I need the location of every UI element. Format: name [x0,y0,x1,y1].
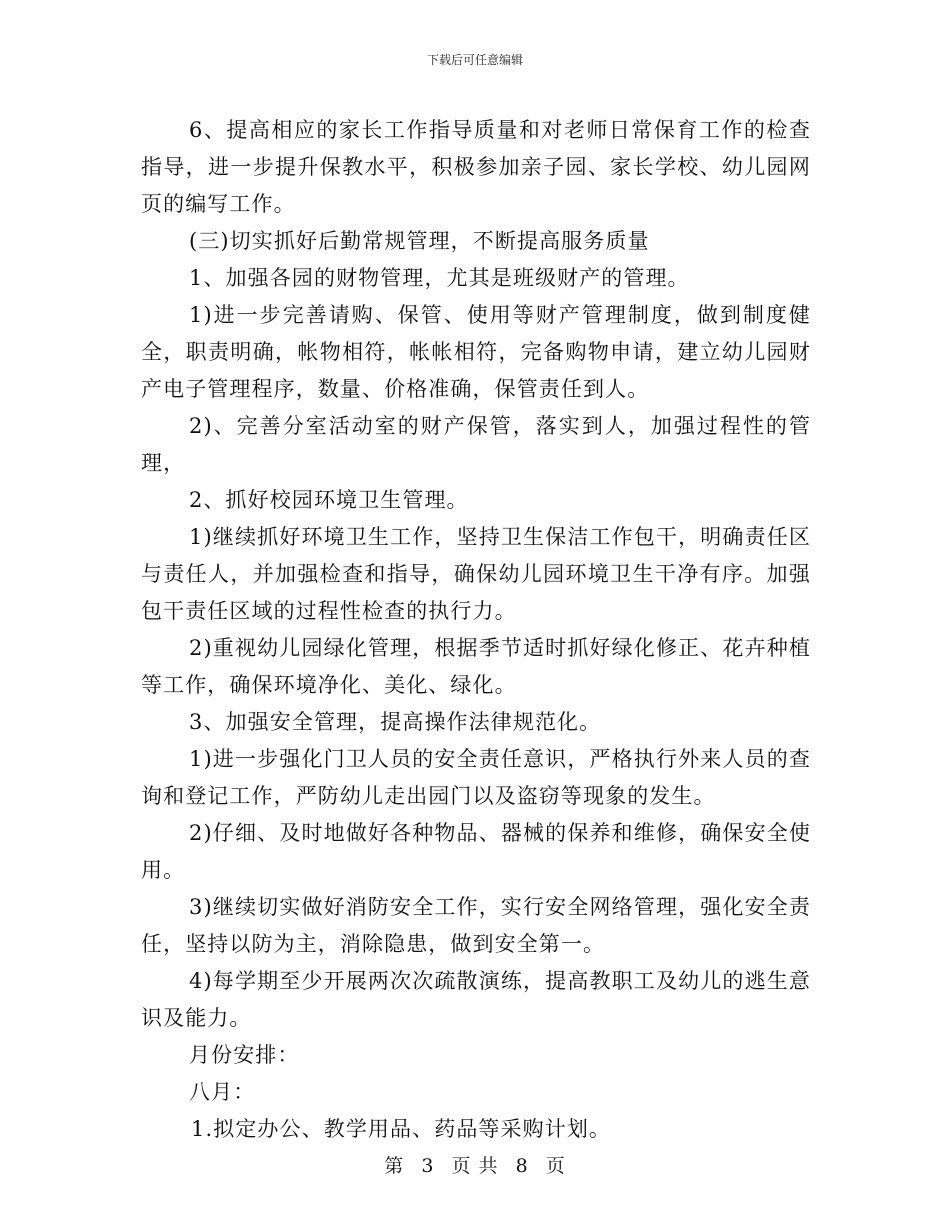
subitem-hygiene-work: 1)继续抓好环境卫生工作，坚持卫生保洁工作包干，明确责任区与责任人，并加强检查和指导，确保幼儿园环境卫生干净有序。加强包干责任区域的过程性检查的执行力。 [141,525,811,623]
monthly-schedule-heading: 月份安排： [189,1043,300,1067]
page-header-note: 下载后可任意编辑 [426,53,523,67]
month-august-heading: 八月： [189,1080,256,1104]
paragraph-parent-guidance: 6、提高相应的家长工作指导质量和对老师日常保育工作的检查指导，进一步提升保教水平，积极参加亲子园、家长学校、幼儿园网页的编写工作。 [141,118,811,216]
current-page-number: 3 [421,1155,435,1177]
document-body [141,112,811,1148]
item-property-management: 1、加强各园的财物管理，尤其是班级财产的管理。 [189,266,690,290]
section-heading-logistics: (三)切实抓好后勤常规管理，不断提高服务质量 [189,229,650,253]
total-page-count: 8 [515,1155,529,1177]
page-number-footer [0,1154,950,1178]
august-item-procurement-plan: 1.拟定办公、教学用品、药品等采购计划。 [191,1117,612,1141]
subitem-fire-safety: 3)继续切实做好消防安全工作，实行安全网络管理，强化安全责任，坚持以防为主，消除隐患，做到安全第一。 [141,895,811,956]
item-safety-management: 3、加强安全管理，提高操作法律规范化。 [189,710,602,734]
subitem-greening: 2)重视幼儿园绿化管理，根据季节适时抓好绿化修正、花卉种植等工作，确保环境净化、美化、绿化。 [141,636,811,697]
footer-suffix: 页 [545,1155,566,1177]
subitem-equipment-maintenance: 2)仔细、及时地做好各种物品、器械的保养和维修，确保安全使用。 [141,821,811,882]
subitem-evacuation-drill: 4)每学期至少开展两次次疏散演练，提高教职工及幼儿的逃生意识及能力。 [141,969,811,1030]
subitem-property-system: 1)进一步完善请购、保管、使用等财产管理制度，做到制度健全，职责明确，帐物相符，帐帐相符，完备购物申请，建立幼儿园财产电子管理程序，数量、价格准确，保管责任到人。 [141,303,811,401]
subitem-room-property: 2)、完善分室活动室的财产保管，落实到人，加强过程性的管理， [141,414,811,475]
footer-prefix: 第 [384,1155,405,1177]
subitem-guard-safety: 1)进一步强化门卫人员的安全责任意识，严格执行外来人员的查询和登记工作，严防幼儿走出园门以及盗窃等现象的发生。 [141,747,811,808]
item-environment-hygiene: 2、抓好校园环境卫生管理。 [189,488,469,512]
footer-middle: 页 共 [451,1155,499,1177]
